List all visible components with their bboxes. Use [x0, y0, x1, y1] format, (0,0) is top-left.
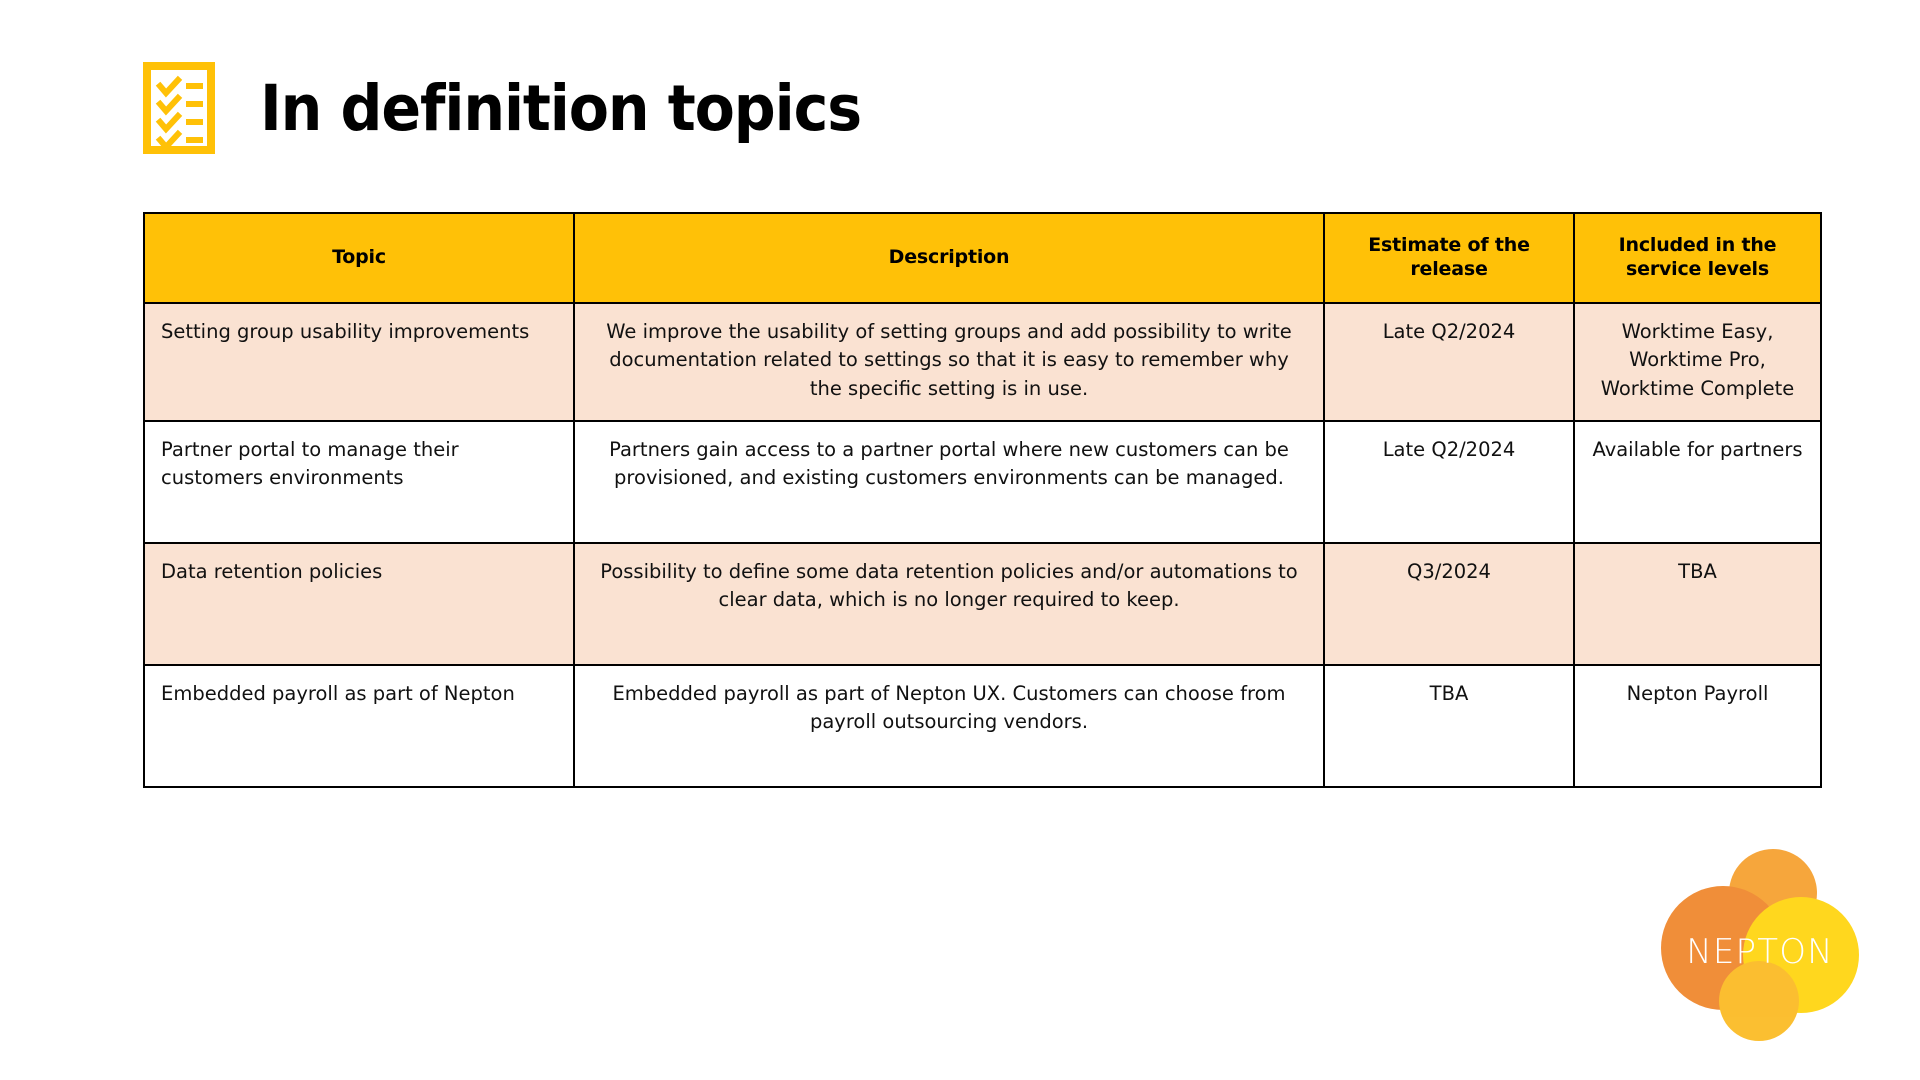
- cell-description: Possibility to define some data retention policies and/or automations to clear data, which is no longer required to keep.: [574, 543, 1324, 665]
- cell-description: Embedded payroll as part of Nepton UX. Customers can choose from payroll outsourcing vendors.: [574, 665, 1324, 787]
- cell-estimate: Late Q2/2024: [1324, 421, 1574, 543]
- nepton-logo-text: NEPTON: [1686, 932, 1834, 972]
- cell-estimate: Late Q2/2024: [1324, 303, 1574, 421]
- cell-topic: Setting group usability improvements: [144, 303, 574, 421]
- cell-topic: Partner portal to manage their customers environments: [144, 421, 574, 543]
- table-head: [144, 213, 1821, 303]
- cell-estimate: TBA: [1324, 665, 1574, 787]
- table-row: [144, 303, 1821, 421]
- table-row: [144, 421, 1821, 543]
- cell-description: We improve the usability of setting groups and add possibility to write documentation related to settings so that it is easy to remember why the specific setting is in use.: [574, 303, 1324, 421]
- column-header-description[interactable]: Description: [574, 213, 1324, 303]
- table-row: [144, 543, 1821, 665]
- cell-description: Partners gain access to a partner portal where new customers can be provisioned, and existing customers environments can be managed.: [574, 421, 1324, 543]
- table-header-row: [144, 213, 1821, 303]
- cell-service-levels: TBA: [1574, 543, 1821, 665]
- cell-service-levels: Nepton Payroll: [1574, 665, 1821, 787]
- table-body: [144, 303, 1821, 787]
- column-header-estimate[interactable]: Estimate of the release: [1324, 213, 1574, 303]
- cell-estimate: Q3/2024: [1324, 543, 1574, 665]
- cell-topic: Data retention policies: [144, 543, 574, 665]
- nepton-logo: [1655, 845, 1865, 1045]
- cell-service-levels: Available for partners: [1574, 421, 1821, 543]
- table-row: [144, 665, 1821, 787]
- column-header-topic[interactable]: Topic: [144, 213, 574, 303]
- page-title: In definition topics: [260, 71, 861, 145]
- topics-table: [143, 212, 1822, 788]
- cell-service-levels: Worktime Easy, Worktime Pro, Worktime Complete: [1574, 303, 1821, 421]
- checklist-icon: [143, 62, 215, 154]
- column-header-service-levels[interactable]: Included in the service levels: [1574, 213, 1821, 303]
- slide-header: [143, 62, 906, 154]
- cell-topic: Embedded payroll as part of Nepton: [144, 665, 574, 787]
